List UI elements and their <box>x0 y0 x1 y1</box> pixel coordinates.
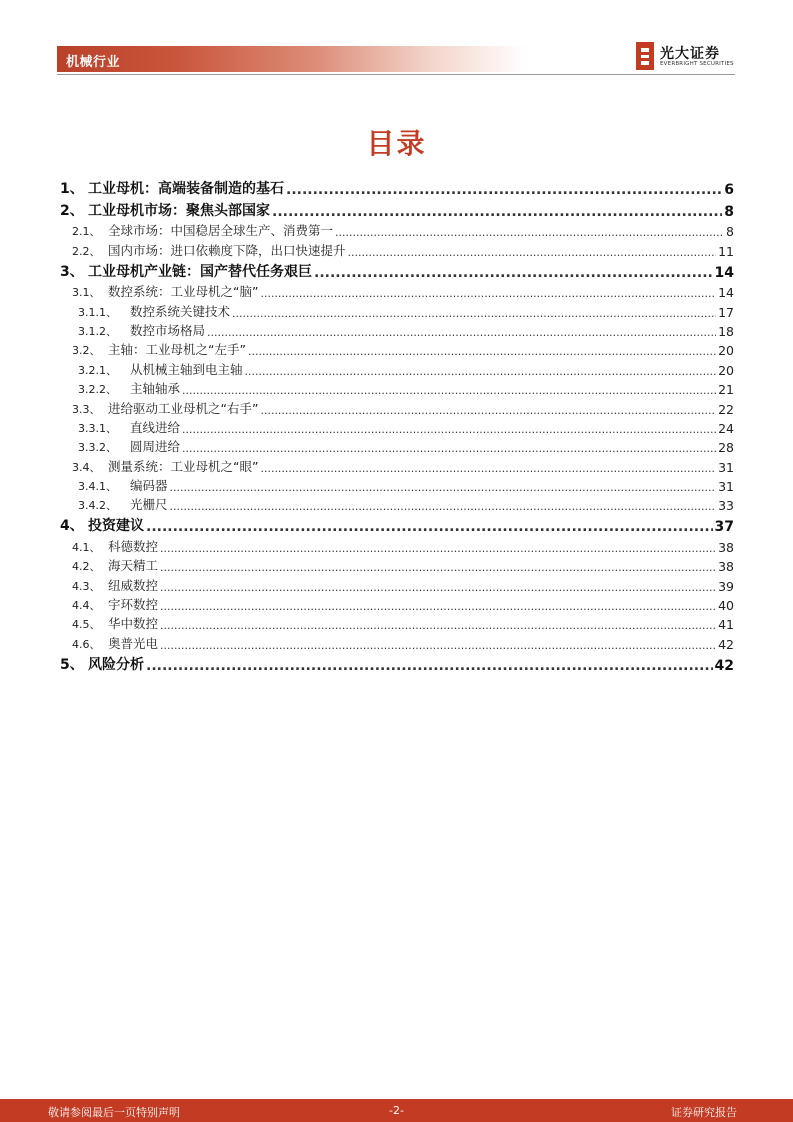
toc-entry-page: 20 <box>718 362 734 378</box>
toc-entry-number: 3.3、 <box>72 402 101 416</box>
toc-entry[interactable] <box>60 259 734 281</box>
toc-dot-leader <box>314 265 713 281</box>
footer-disclaimer: 敬请参阅最后一页特别声明 <box>48 1106 180 1119</box>
toc-entry[interactable] <box>60 652 734 674</box>
toc-entry-page: 31 <box>718 479 734 495</box>
toc-entry-page: 42 <box>718 636 734 652</box>
toc-entry[interactable] <box>60 513 734 535</box>
toc-entry[interactable] <box>60 281 734 300</box>
toc-dot-leader <box>232 307 716 320</box>
toc-entry-number: 4.6、 <box>72 637 101 651</box>
toc-entry-label: 编码器 <box>130 478 168 494</box>
toc-entry[interactable] <box>60 198 734 220</box>
toc-entry-label: 纽威数控 <box>108 577 159 593</box>
toc-entry-label: 主轴轴承 <box>130 381 181 397</box>
header-band <box>57 46 527 72</box>
toc-entry-label: 数控系统关键技术 <box>130 303 231 319</box>
toc-entry[interactable] <box>60 417 734 436</box>
toc-dot-leader <box>182 442 716 455</box>
footer-report-type: 证券研究报告 <box>671 1106 737 1119</box>
toc-entry[interactable] <box>60 632 734 651</box>
toc-dot-leader <box>260 462 716 475</box>
toc-entry[interactable] <box>60 378 734 397</box>
toc-entry[interactable] <box>60 494 734 513</box>
toc-entry-number: 4.3、 <box>72 579 101 593</box>
logo-mark-icon <box>636 42 654 70</box>
toc-entry-number: 2.2、 <box>72 244 101 258</box>
toc-dot-leader <box>182 423 716 436</box>
toc-entry-number: 3.2.1、 <box>78 363 117 377</box>
toc-entry[interactable] <box>60 613 734 632</box>
toc-entry-page: 22 <box>718 401 734 417</box>
toc-entry-label: 国内市场：进口依赖度下降，出口快速提升 <box>108 242 346 258</box>
toc-entry[interactable] <box>60 436 734 455</box>
toc-entry-page: 17 <box>718 304 734 320</box>
toc-dot-leader <box>170 481 717 494</box>
toc-entry[interactable] <box>60 535 734 554</box>
toc-dot-leader <box>286 182 722 198</box>
toc-entry[interactable] <box>60 397 734 416</box>
toc-dot-leader <box>245 365 717 378</box>
toc-entry-label: 投资建议 <box>88 518 144 535</box>
toc-entry-number: 2、 <box>60 203 84 219</box>
toc-entry-label: 华中数控 <box>108 616 159 632</box>
toc-entry-number: 3.1.2、 <box>78 324 117 338</box>
toc-dot-leader <box>160 561 716 574</box>
toc-entry-page: 40 <box>718 598 734 614</box>
toc-entry-page: 6 <box>724 182 734 198</box>
toc-entry-number: 3、 <box>60 263 84 280</box>
table-of-contents <box>60 176 734 674</box>
toc-entry-number: 1、 <box>60 181 84 197</box>
toc-entry-page: 8 <box>724 204 734 220</box>
toc-entry-page: 18 <box>718 323 734 339</box>
toc-entry-page: 41 <box>718 617 734 633</box>
toc-entry-label: 光栅尺 <box>130 497 168 513</box>
toc-entry-page: 37 <box>714 519 734 536</box>
toc-entry-number: 3.1.1、 <box>78 305 117 319</box>
logo-english-name: EVERBRIGHT SECURITIES <box>660 61 734 67</box>
toc-entry-number: 3.4.1、 <box>78 480 117 494</box>
toc-dot-leader <box>160 639 716 652</box>
toc-entry-number: 3.3.1、 <box>78 421 117 435</box>
toc-entry-page: 38 <box>718 559 734 575</box>
toc-dot-leader <box>248 345 716 358</box>
toc-title: 目录 <box>366 127 427 160</box>
toc-entry-page: 21 <box>718 382 734 398</box>
toc-entry-page: 39 <box>718 578 734 594</box>
toc-entry-number: 4、 <box>60 518 84 535</box>
toc-entry-label: 全球市场：中国稳居全球生产、消费第一 <box>108 223 334 239</box>
toc-entry-number: 5、 <box>60 656 84 673</box>
toc-entry-label: 数控系统：工业母机之“脑” <box>108 284 259 300</box>
toc-entry-number: 3.4.2、 <box>78 499 117 513</box>
toc-entry-label: 直线进给 <box>130 419 181 435</box>
toc-entry-number: 4.2、 <box>72 560 101 574</box>
toc-entry[interactable] <box>60 574 734 593</box>
toc-entry[interactable] <box>60 339 734 358</box>
logo-name: 光大证券 <box>660 46 720 62</box>
toc-dot-leader <box>160 542 716 555</box>
toc-entry-number: 2.1、 <box>72 225 101 239</box>
toc-entry-page: 33 <box>718 498 734 514</box>
toc-entry-label: 科德数控 <box>108 538 159 554</box>
toc-entry-label: 进给驱动工业母机之“右手” <box>108 400 259 416</box>
toc-entry-number: 4.4、 <box>72 599 101 613</box>
toc-dot-leader <box>260 287 716 300</box>
toc-dot-leader <box>146 658 713 674</box>
company-logo <box>636 42 736 72</box>
toc-entry-page: 28 <box>718 440 734 456</box>
toc-entry-number: 3.2、 <box>72 344 101 358</box>
toc-dot-leader <box>160 581 716 594</box>
toc-entry-page: 14 <box>714 264 734 281</box>
toc-dot-leader <box>182 384 716 397</box>
toc-entry-label: 工业母机产业链：国产替代任务艰巨 <box>88 263 312 280</box>
toc-entry-page: 11 <box>718 243 734 259</box>
toc-entry[interactable] <box>60 594 734 613</box>
toc-entry[interactable] <box>60 220 734 239</box>
toc-entry[interactable] <box>60 358 734 377</box>
toc-dot-leader <box>335 226 724 239</box>
header-divider <box>57 74 735 75</box>
toc-entry-label: 工业母机：高端装备制造的基石 <box>88 181 284 197</box>
toc-entry-number: 3.3.2、 <box>78 441 117 455</box>
toc-entry[interactable] <box>60 455 734 474</box>
toc-entry-page: 14 <box>718 285 734 301</box>
industry-label: 机械行业 <box>66 55 121 70</box>
toc-entry-label: 宇环数控 <box>108 597 159 613</box>
toc-dot-leader <box>207 326 716 339</box>
toc-entry-label: 工业母机市场：聚焦头部国家 <box>88 203 270 219</box>
toc-entry-number: 4.5、 <box>72 618 101 632</box>
toc-entry-number: 3.2.2、 <box>78 383 117 397</box>
toc-dot-leader <box>348 246 717 259</box>
toc-entry-page: 8 <box>726 224 734 240</box>
toc-entry-label: 圆周进给 <box>130 439 181 455</box>
toc-entry-label: 从机械主轴到电主轴 <box>130 361 243 377</box>
toc-entry-label: 风险分析 <box>88 656 144 673</box>
toc-entry[interactable] <box>60 239 734 258</box>
toc-entry-page: 20 <box>718 343 734 359</box>
toc-dot-leader <box>160 600 716 613</box>
toc-entry-number: 4.1、 <box>72 540 101 554</box>
toc-entry-label: 数控市场格局 <box>130 322 206 338</box>
toc-entry[interactable] <box>60 475 734 494</box>
toc-entry-number: 3.1、 <box>72 286 101 300</box>
toc-entry[interactable] <box>60 320 734 339</box>
toc-entry-label: 奥普光电 <box>108 635 159 651</box>
toc-dot-leader <box>160 619 716 632</box>
toc-entry-page: 24 <box>718 420 734 436</box>
toc-entry-page: 31 <box>718 459 734 475</box>
toc-entry[interactable] <box>60 555 734 574</box>
page-number: -2- <box>389 1104 404 1117</box>
toc-entry[interactable] <box>60 300 734 319</box>
toc-entry-page: 42 <box>714 657 734 674</box>
toc-dot-leader <box>170 500 717 513</box>
toc-entry[interactable] <box>60 176 734 198</box>
toc-entry-number: 3.4、 <box>72 460 101 474</box>
toc-entry-page: 38 <box>718 539 734 555</box>
toc-entry-label: 海天精工 <box>108 558 159 574</box>
toc-dot-leader <box>146 519 713 535</box>
toc-entry-label: 测量系统：工业母机之“眼” <box>108 458 259 474</box>
toc-dot-leader <box>272 204 722 220</box>
toc-entry-label: 主轴：工业母机之“左手” <box>108 342 246 358</box>
toc-dot-leader <box>260 404 716 417</box>
